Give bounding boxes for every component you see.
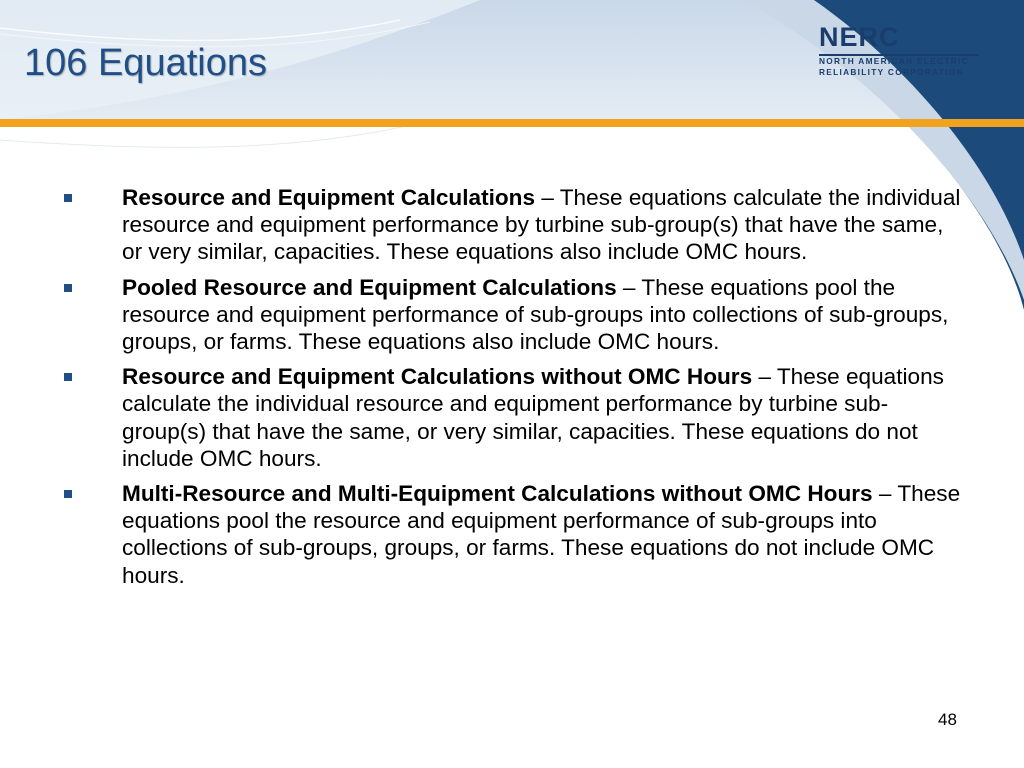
bullet-item [64,363,964,472]
bullet-text: – These equations pool the resource and equipment performance of sub-groups into collections of sub-groups, groups, or farms. These equations do not include OMC hours. [122,481,961,588]
bullet-text: – These equations calculate the individual resource and equipment performance by turbine sub-group(s) that have the same, or very similar, capacities. These equations do not include OMC hours. [122,364,944,471]
logo-wordmark: NERC [819,22,900,52]
bullet-heading: Resource and Equipment Calculations [122,185,536,210]
bullet-heading: Multi-Resource and Multi-Equipment Calculations without OMC Hours [122,481,873,507]
bullet-item [64,480,964,589]
bullet-text: – These equations pool the resource and equipment performance of sub-groups into collections of sub-groups, groups, or farms. These equations also include OMC hours. [122,274,949,355]
square-bullet-icon [64,194,72,202]
page-number: 48 [938,710,957,729]
logo-line-2: RELIABILITY CORPORATION [819,67,964,77]
square-bullet-icon [64,284,72,292]
bullet-heading: Resource and Equipment Calculations without OMC Hours [122,364,753,390]
square-bullet-icon [64,490,72,498]
bullet-heading: Pooled Resource and Equipment Calculations [122,274,617,300]
logo-line-1: NORTH AMERICAN ELECTRIC [819,56,969,66]
orange-divider-bar [0,119,1024,127]
bullet-text: – These equations calculate the individual resource and equipment performance by turbine sub-group(s) that have the same, or very similar, capacities. These equations also include OMC hours. [122,185,961,265]
bullet-list [64,184,964,597]
bullet-item [64,184,964,266]
slide-title: 106 Equations [24,42,267,84]
nerc-logo [819,22,989,94]
square-bullet-icon [64,373,72,381]
bullet-item [64,274,964,356]
